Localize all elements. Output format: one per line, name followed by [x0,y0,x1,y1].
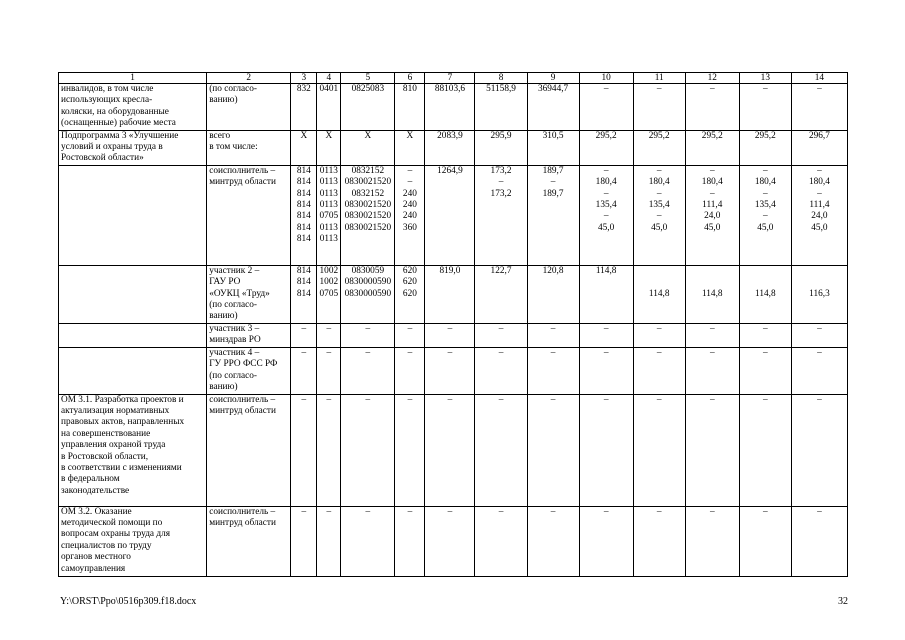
value-cell: – [341,394,395,506]
value-cell: – [341,323,395,347]
value-cell: – [633,506,685,576]
value-cell: – 180,4 – 111,4 24,0 45,0 [791,165,847,265]
header-cell: 11 [633,73,685,84]
description-cell [59,323,207,347]
footer-page-number: 32 [838,596,848,607]
value-cell: 0401 [317,84,341,131]
value-cell: – [579,506,633,576]
value-cell: 114,8 [633,265,685,323]
value-cell: – [527,506,579,576]
value-cell: 114,8 [739,265,791,323]
description-cell: Подпрограмма 3 «Улучшение условий и охраны труда в Ростовской области» [59,130,207,165]
value-cell: – [633,84,685,131]
value-cell: – [395,323,425,347]
value-cell: 189,7 – 189,7 [527,165,579,265]
header-cell: 1 [59,73,207,84]
value-cell: 295,9 [475,130,527,165]
value-cell: 620 620 620 [395,265,425,323]
value-cell: – [317,323,341,347]
value-cell: Х [341,130,395,165]
row-om-3-2 [59,506,848,576]
value-cell: – [291,347,317,394]
responsible-cell: (по согласо- ванию) [207,84,291,131]
responsible-cell: всего в том числе: [207,130,291,165]
value-cell: – [475,506,527,576]
value-cell: – [395,394,425,506]
value-cell: – [527,347,579,394]
value-cell: 814 814 814 [291,265,317,323]
value-cell: – [425,323,475,347]
value-cell: 295,2 [579,130,633,165]
header-cell: 14 [791,73,847,84]
value-cell: Х [317,130,341,165]
value-cell: 819,0 [425,265,475,323]
value-cell: – [291,394,317,506]
header-cell: 9 [527,73,579,84]
value-cell: – [395,347,425,394]
value-cell: – – 240 240 240 360 [395,165,425,265]
value-cell: 295,2 [633,130,685,165]
value-cell: 36944,7 [527,84,579,131]
value-cell: – [395,506,425,576]
value-cell: – [685,394,739,506]
value-cell: – [685,347,739,394]
value-cell: – 180,4 – 135,4 – 45,0 [739,165,791,265]
row-coexecutor-mintrud [59,165,848,265]
value-cell: – [791,394,847,506]
value-cell: – [317,394,341,506]
value-cell: – [579,347,633,394]
value-cell: – [425,506,475,576]
value-cell: 295,2 [685,130,739,165]
value-cell: – [475,347,527,394]
row-om-3-1 [59,394,848,506]
value-cell: – [527,323,579,347]
responsible-cell: соисполнитель – минтруд области [207,394,291,506]
value-cell: – [291,506,317,576]
value-cell: – [579,84,633,131]
value-cell: – [341,347,395,394]
description-cell [59,165,207,265]
description-cell [59,347,207,394]
header-cell: 13 [739,73,791,84]
responsible-cell: соисполнитель – минтруд области [207,165,291,265]
value-cell: – [633,394,685,506]
responsible-cell: участник 2 – ГАУ РО «ОУКЦ «Труд» (по согласо- ванию) [207,265,291,323]
value-cell: – [739,506,791,576]
value-cell: – [475,323,527,347]
value-cell: – [633,347,685,394]
value-cell: – [475,394,527,506]
value-cell: – [425,347,475,394]
header-cell: 7 [425,73,475,84]
header-cell: 8 [475,73,527,84]
value-cell: 0825083 [341,84,395,131]
value-cell: 2083,9 [425,130,475,165]
value-cell: – [791,347,847,394]
value-cell: 122,7 [475,265,527,323]
value-cell: – 180,4 – 135,4 – 45,0 [579,165,633,265]
value-cell: 296,7 [791,130,847,165]
value-cell: 1264,9 [425,165,475,265]
value-cell: – [739,323,791,347]
value-cell: – [341,506,395,576]
header-row [59,73,848,84]
value-cell: – [791,323,847,347]
row-participant-2 [59,265,848,323]
value-cell: Х [291,130,317,165]
value-cell: 120,8 [527,265,579,323]
header-cell: 3 [291,73,317,84]
value-cell: – [791,84,847,131]
description-cell: ОМ 3.1. Разработка проектов и актуализация нормативных правовых актов, направленных на совершенствование управления охраной труда в Ростовской области, в соответствии с изменениями в федеральном законодательстве [59,394,207,506]
description-cell: инвалидов, в том числе использующих кресла- коляски, на оборудованные (оснащенные) рабочие места [59,84,207,131]
description-cell: ОМ 3.2. Оказание методической помощи по вопросам охраны труда для специалистов по труду органов местного самоуправления [59,506,207,576]
value-cell: – [579,394,633,506]
value-cell: 173,2 – 173,2 [475,165,527,265]
row-participant-4 [59,347,848,394]
header-cell: 6 [395,73,425,84]
value-cell: 114,8 [579,265,633,323]
value-cell: – 180,4 – 135,4 – 45,0 [633,165,685,265]
value-cell: – [685,506,739,576]
value-cell: 0113 0113 0113 0113 0705 0113 0113 [317,165,341,265]
value-cell: 295,2 [739,130,791,165]
value-cell: Х [395,130,425,165]
value-cell: – [579,323,633,347]
value-cell: 1002 1002 0705 [317,265,341,323]
responsible-cell: участник 3 – минздрав РО [207,323,291,347]
value-cell: 114,8 [685,265,739,323]
value-cell: 116,3 [791,265,847,323]
description-cell [59,265,207,323]
value-cell: – 180,4 – 111,4 24,0 45,0 [685,165,739,265]
responsible-cell: участник 4 – ГУ РРО ФСС РФ (по согласо- ванию) [207,347,291,394]
header-cell: 4 [317,73,341,84]
responsible-cell: соисполнитель – минтруд области [207,506,291,576]
value-cell: – [685,84,739,131]
value-cell: – [685,323,739,347]
value-cell: – [739,394,791,506]
row-subprogram-3-total [59,130,848,165]
header-cell: 2 [207,73,291,84]
row-wheelchairs [59,84,848,131]
value-cell: 310,5 [527,130,579,165]
value-cell: 0832152 0830021520 0832152 0830021520 0830021520 0830021520 [341,165,395,265]
value-cell: – [291,323,317,347]
value-cell: – [739,347,791,394]
value-cell: 0830059 0830000590 0830000590 [341,265,395,323]
value-cell: 814 814 814 814 814 814 814 [291,165,317,265]
footer-file-path: Y:\ORST\Ppo\0516p309.f18.docx [60,596,197,607]
header-cell: 12 [685,73,739,84]
header-cell: 10 [579,73,633,84]
value-cell: – [317,347,341,394]
row-participant-3 [59,323,848,347]
value-cell: – [425,394,475,506]
value-cell: 810 [395,84,425,131]
value-cell: 88103,6 [425,84,475,131]
header-cell: 5 [341,73,395,84]
budget-table [58,72,848,577]
value-cell: – [527,394,579,506]
value-cell: – [791,506,847,576]
value-cell: – [633,323,685,347]
value-cell: – [739,84,791,131]
value-cell: 51158,9 [475,84,527,131]
value-cell: – [317,506,341,576]
value-cell: 832 [291,84,317,131]
